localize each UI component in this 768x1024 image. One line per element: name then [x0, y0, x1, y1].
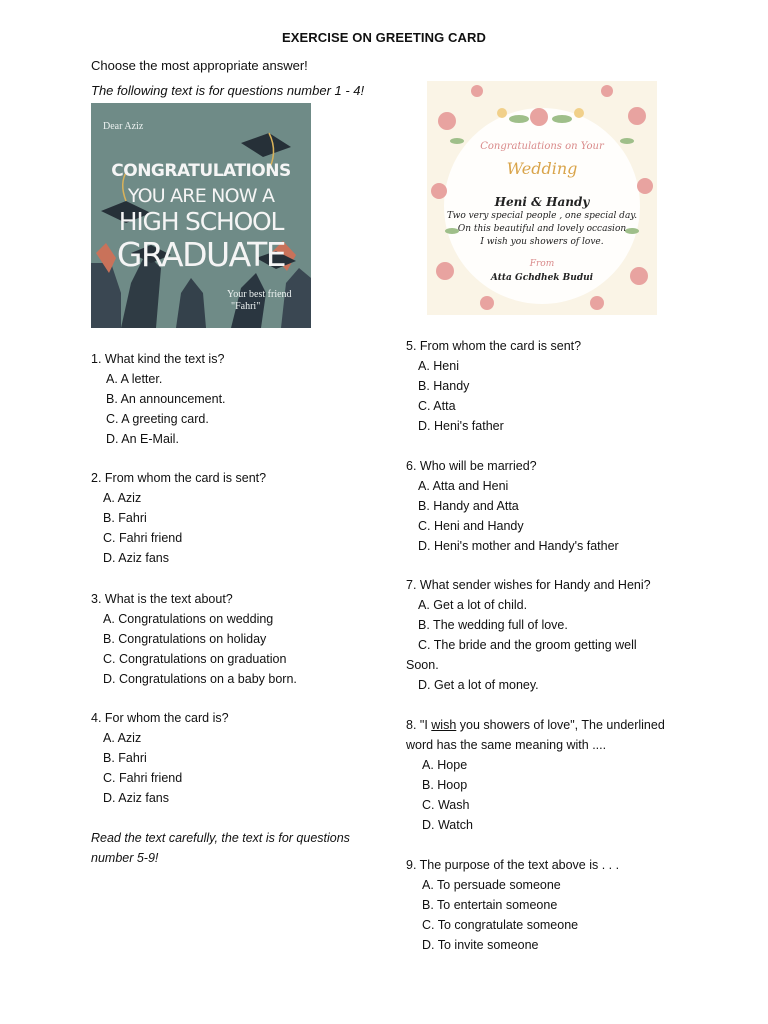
- wedding-card-from-label: From: [529, 259, 555, 269]
- reading-instruction: Read the text carefully, the text is for questions number 5-9!: [91, 831, 350, 865]
- question-text: 2. From whom the card is sent?: [91, 471, 267, 485]
- card-headline-4: GRADUATE: [116, 235, 286, 274]
- question-8: [406, 715, 665, 835]
- option-c: C. Heni and Handy: [418, 519, 524, 533]
- question-2: [91, 468, 266, 568]
- wedding-card-line1: Congratulations on Your: [480, 141, 604, 152]
- question-1: [91, 349, 226, 449]
- option-d: D. Heni's mother and Handy's father: [418, 539, 619, 553]
- question-3: [91, 589, 297, 689]
- option-b: B. An announcement.: [106, 392, 226, 406]
- question-text: [406, 715, 665, 735]
- option-b: B. Handy: [418, 379, 470, 393]
- wedding-card-msg3: I wish you showers of love.: [480, 237, 604, 247]
- option-b: B. To entertain someone: [422, 898, 558, 912]
- option-c: C. Atta: [418, 399, 456, 413]
- question-4: [91, 708, 229, 808]
- question-text: 4. For whom the card is?: [91, 711, 229, 725]
- question-text: 9. The purpose of the text above is . . .: [406, 858, 620, 872]
- option-a: A. To persuade someone: [422, 878, 561, 892]
- wedding-card-sender: Atta Gchdhek Budui: [490, 273, 594, 283]
- question-5: [406, 336, 581, 436]
- option-c: C. To congratulate someone: [422, 918, 579, 932]
- card-headline-1: CONGRATULATIONS: [111, 161, 291, 181]
- question-6: [406, 456, 619, 556]
- card-closing: [227, 289, 292, 313]
- option-d: D. An E-Mail.: [106, 432, 179, 446]
- option-a: A. A letter.: [106, 372, 163, 386]
- option-b: B. Handy and Atta: [418, 499, 519, 513]
- option-d: D. Watch: [422, 818, 473, 832]
- question-text-line2: word has the same meaning with ....: [406, 738, 607, 752]
- option-d: D. Aziz fans: [103, 791, 169, 805]
- option-a: A. Aziz: [103, 731, 142, 745]
- option-b: B. Hoop: [422, 778, 468, 792]
- option-c: C. Fahri friend: [103, 531, 183, 545]
- question-pre: 8. "I: [406, 718, 432, 732]
- option-c: C. Wash: [422, 798, 470, 812]
- option-a: A. Heni: [418, 359, 459, 373]
- option-b: B. Fahri: [103, 751, 147, 765]
- page-title: EXERCISE ON GREETING CARD: [281, 30, 487, 45]
- option-c: C. Fahri friend: [103, 771, 183, 785]
- graduation-card-image: [91, 103, 311, 328]
- question-text: 1. What kind the text is?: [91, 352, 225, 366]
- option-b: B. Congratulations on holiday: [103, 632, 267, 646]
- question-9: [406, 855, 619, 955]
- question-text: 6. Who will be married?: [406, 459, 537, 473]
- wedding-card-msg1: Two very special people , one special day.: [446, 211, 638, 221]
- underlined-word: wish: [431, 718, 457, 732]
- option-c: C. The bride and the groom getting well: [418, 638, 637, 652]
- card-headline-2: YOU ARE NOW A: [127, 185, 275, 207]
- option-d: D. Heni's father: [418, 419, 504, 433]
- option-c: C. A greeting card.: [106, 412, 209, 426]
- wedding-card-names: Heni & Handy: [494, 195, 590, 209]
- card-headline-3: HIGH SCHOOL: [118, 207, 284, 236]
- option-c-continued: Soon.: [406, 658, 439, 672]
- instruction: Choose the most appropriate answer!: [91, 58, 308, 73]
- wedding-card-title: Wedding: [506, 159, 578, 178]
- option-c: C. Congratulations on graduation: [103, 652, 287, 666]
- option-b: B. Fahri: [103, 511, 147, 525]
- question-7: [406, 575, 651, 695]
- option-a: A. Hope: [422, 758, 468, 772]
- option-a: A. Get a lot of child.: [418, 598, 528, 612]
- card-closing-line: Your best friend: [227, 289, 292, 300]
- option-d: D. Aziz fans: [103, 551, 169, 565]
- option-d: D. To invite someone: [422, 938, 539, 952]
- question-post: you showers of love", The underlined: [456, 718, 665, 732]
- card-greeting: Dear Aziz: [103, 121, 144, 132]
- question-text: 5. From whom the card is sent?: [406, 339, 582, 353]
- wedding-card-msg2: On this beautiful and lovely occasion: [457, 224, 627, 234]
- wedding-card-image: [427, 81, 657, 315]
- sub-instruction: The following text is for questions number 1 - 4!: [91, 83, 365, 98]
- option-b: B. The wedding full of love.: [418, 618, 568, 632]
- option-a: A. Atta and Heni: [418, 479, 509, 493]
- option-a: A. Aziz: [103, 491, 142, 505]
- card-sender: "Fahri": [231, 301, 261, 312]
- question-text: 7. What sender wishes for Handy and Heni?: [406, 578, 651, 592]
- option-a: A. Congratulations on wedding: [103, 612, 274, 626]
- option-d: D. Get a lot of money.: [418, 678, 539, 692]
- option-d: D. Congratulations on a baby born.: [103, 672, 297, 686]
- question-text: 3. What is the text about?: [91, 592, 233, 606]
